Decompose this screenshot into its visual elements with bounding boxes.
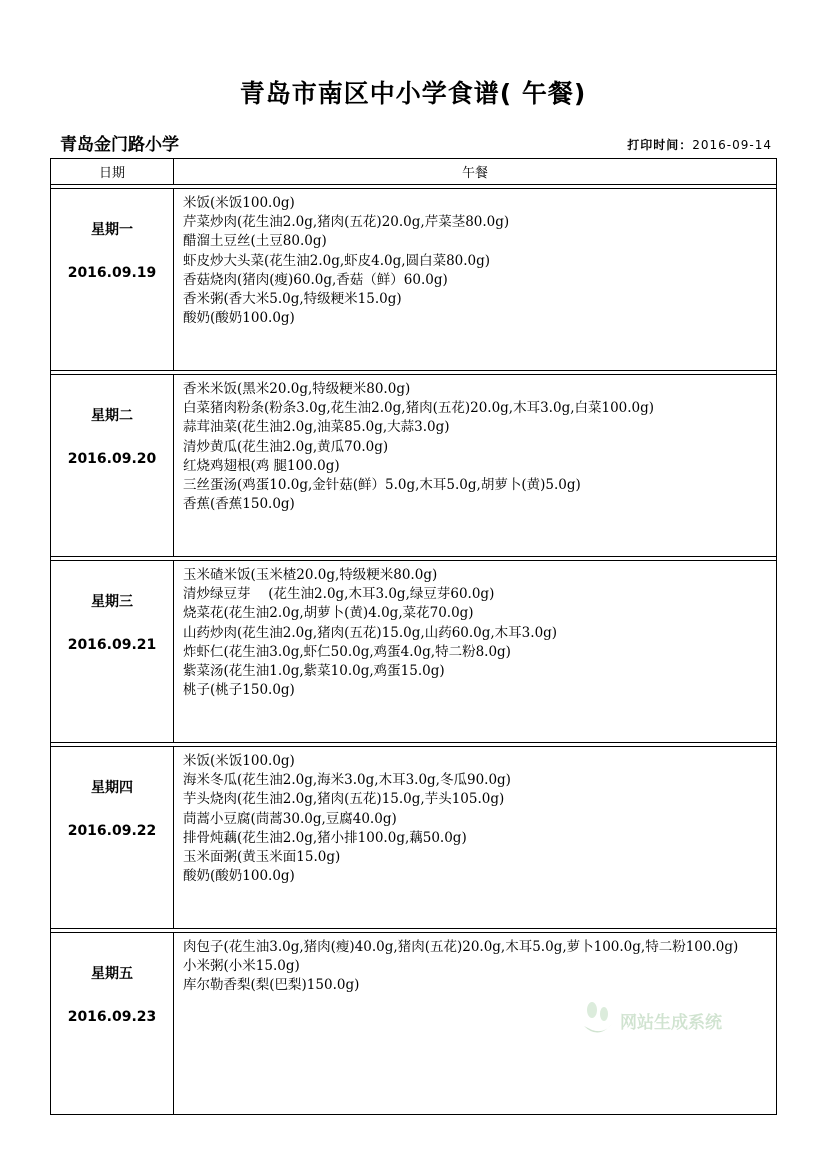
meal-item: 虾皮炒大头菜(花生油2.0g,虾皮4.0g,圆白菜80.0g) (183, 252, 491, 269)
date-cell (51, 933, 174, 1115)
meal-item: 桃子(桃子150.0g) (183, 682, 295, 699)
header-date: 日期 (51, 159, 174, 185)
date-label: 2016.09.19 (67, 265, 157, 281)
meal-item: 烧菜花(花生油2.0g,胡萝卜(黄)4.0g,菜花70.0g) (183, 605, 474, 622)
table-row (51, 375, 777, 557)
table-row (51, 189, 777, 371)
print-time-value: 2016-09-14 (692, 138, 772, 152)
meal-item: 库尔勒香梨(梨(巴梨)150.0g) (183, 977, 360, 994)
watermark (580, 1000, 722, 1040)
meal-item: 海米冬瓜(花生油2.0g,海米3.0g,木耳3.0g,冬瓜90.0g) (183, 772, 511, 789)
header-meal: 午餐 (174, 159, 777, 185)
meal-item: 玉米碴米饭(玉米楂20.0g,特级粳米80.0g) (183, 567, 438, 583)
print-time (627, 136, 772, 153)
meal-item: 蒜茸油菜(花生油2.0g,油菜85.0g,大蒜3.0g) (183, 419, 450, 436)
meal-cell (174, 747, 777, 929)
date-label: 2016.09.20 (67, 451, 157, 467)
meal-item: 香蕉(香蕉150.0g) (183, 496, 295, 513)
meal-item: 山药炒肉(花生油2.0g,猪肉(五花)15.0g,山药60.0g,木耳3.0g) (183, 624, 558, 641)
meal-item: 米饭(米饭100.0g) (183, 753, 295, 769)
meal-item: 紫菜汤(花生油1.0g,紫菜10.0g,鸡蛋15.0g) (183, 663, 445, 680)
meal-cell (174, 561, 777, 743)
school-name: 青岛金门路小学 (60, 135, 179, 155)
date-label: 2016.09.22 (67, 823, 157, 839)
weekday-label: 星期三 (91, 594, 133, 610)
meal-item: 玉米面粥(黄玉米面15.0g) (183, 849, 341, 866)
menu-table (50, 158, 777, 1115)
meal-item: 香米粥(香大米5.0g,特级粳米15.0g) (183, 291, 402, 308)
table-row (51, 561, 777, 743)
meal-item: 红烧鸡翅根(鸡 腿100.0g) (183, 457, 340, 474)
date-cell (51, 747, 174, 929)
meal-item: 米饭(米饭100.0g) (183, 195, 295, 211)
weekday-label: 星期二 (91, 408, 133, 424)
date-cell (51, 561, 174, 743)
meal-item: 清炒绿豆芽 (花生油2.0g,木耳3.0g,绿豆芽60.0g) (183, 586, 495, 603)
print-time-label: 打印时间： (627, 138, 693, 152)
table-header-row (51, 159, 777, 185)
meal-item: 白菜猪肉粉条(粉条3.0g,花生油2.0g,猪肉(五花)20.0g,木耳3.0g,白菜100.0g) (183, 400, 655, 417)
weekday-label: 星期四 (91, 780, 133, 796)
meal-item: 酸奶(酸奶100.0g) (183, 310, 295, 327)
meal-item: 酸奶(酸奶100.0g) (183, 868, 295, 885)
meal-cell (174, 375, 777, 557)
watermark-logo-icon (580, 1000, 616, 1040)
meal-item: 清炒黄瓜(花生油2.0g,黄瓜70.0g) (183, 438, 389, 455)
meal-item: 香菇烧肉(猪肉(瘦)60.0g,香菇（鲜）60.0g) (183, 271, 448, 288)
date-label: 2016.09.21 (67, 637, 157, 653)
watermark-text: 网站生成系统 (620, 1012, 722, 1033)
table-row (51, 747, 777, 929)
meal-item: 肉包子(花生油3.0g,猪肉(瘦)40.0g,猪肉(五花)20.0g,木耳5.0g,萝卜100.0g,特二粉100.0g) (183, 939, 739, 955)
date-cell (51, 375, 174, 557)
meal-item: 排骨炖藕(花生油2.0g,猪小排100.0g,藕50.0g) (183, 829, 467, 846)
meal-item: 醋溜土豆丝(土豆80.0g) (183, 233, 327, 250)
meal-item: 芋头烧肉(花生油2.0g,猪肉(五花)15.0g,芋头105.0g) (183, 791, 505, 808)
weekday-label: 星期一 (91, 222, 133, 238)
weekday-label: 星期五 (91, 966, 133, 982)
meal-item: 小米粥(小米15.0g) (183, 958, 300, 975)
meal-item: 香米米饭(黑米20.0g,特级粳米80.0g) (183, 381, 411, 397)
meal-item: 炸虾仁(花生油3.0g,虾仁50.0g,鸡蛋4.0g,特二粉8.0g) (183, 643, 511, 660)
menu-body (51, 185, 777, 1115)
meal-item: 三丝蛋汤(鸡蛋10.0g,金针菇(鲜）5.0g,木耳5.0g,胡萝卜(黄)5.0g) (183, 477, 581, 494)
meal-cell (174, 189, 777, 371)
date-label: 2016.09.23 (67, 1009, 157, 1025)
meal-item: 芹菜炒肉(花生油2.0g,猪肉(五花)20.0g,芹菜茎80.0g) (183, 214, 510, 231)
page-title: 青岛市南区中小学食谱( 午餐) (239, 79, 587, 108)
meal-item: 茼蒿小豆腐(茼蒿30.0g,豆腐40.0g) (183, 810, 397, 827)
date-cell (51, 189, 174, 371)
